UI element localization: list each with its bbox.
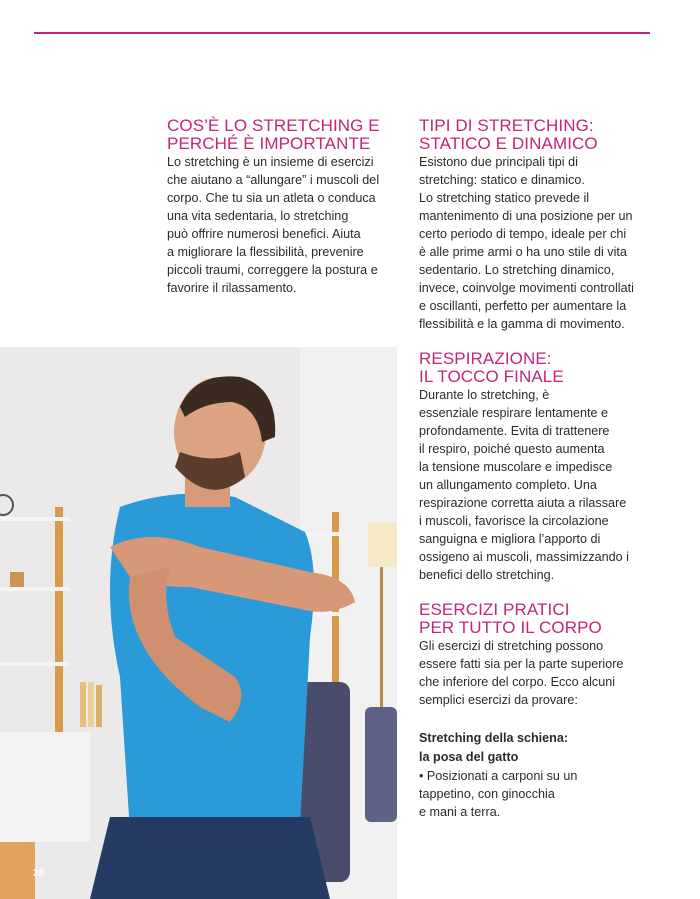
section-title: TIPI DI STRETCHING: STATICO E DINAMICO <box>419 116 598 153</box>
exercise-bullet: • Posizionati a carponi su un tappetino, con ginocchia e mani a terra. <box>419 769 578 819</box>
section-body: Lo stretching è un insieme di esercizi che aiutano a “allungare” i muscoli del corpo. Che tu sia un atleta o conduca una vita sedentaria, lo stretching può offrire numerosi benefici. Aiuta a migliorare la flessibilità, prevenire piccoli traumi, correggere la postura e favorire il rilassamento. <box>167 155 380 295</box>
section-types <box>419 117 659 333</box>
section-body: Gli esercizi di stretching possono essere fatti sia per la parte superiore che inferiore del corpo. Ecco alcuni semplici esercizi da provare: <box>419 639 624 707</box>
section-title: RESPIRAZIONE: IL TOCCO FINALE <box>419 349 564 386</box>
section-what-is-stretching <box>167 117 399 297</box>
section-title: ESERCIZI PRATICI PER TUTTO IL CORPO <box>419 600 602 637</box>
photo-illustration <box>0 347 397 899</box>
section-body: Durante lo stretching, è essenziale respirare lentamente e profondamente. Evita di trattenere il respiro, poiché questo aumenta la tensione muscolare e impedisce un allungamento completo. Una respirazione corretta aiuta a rilassare i muscoli, favorisce la circolazione sanguigna e migliora l’apporto di ossigeno ai muscoli, massimizzando i benefici dello stretching. <box>419 388 629 582</box>
page-number: 38 <box>33 868 45 879</box>
exercise-subheading: Stretching della schiena: la posa del gatto <box>419 731 569 764</box>
section-breathing <box>419 350 659 584</box>
section-exercises <box>419 601 659 821</box>
section-title: COS’È LO STRETCHING E PERCHÉ È IMPORTANTE <box>167 116 380 153</box>
section-body: Esistono due principali tipi di stretching: statico e dinamico. Lo stretching statico prevede il mantenimento di una posizione per un certo periodo di tempo, ideale per chi è alle prime armi o ha uno stile di vita sedentario. Lo stretching dinamico, invece, coinvolge movimenti controllati e oscillanti, perfetto per aumentare la flessibilità e la gamma di movimento. <box>419 155 634 331</box>
man-stretching-photo <box>0 347 397 899</box>
right-column <box>419 117 659 821</box>
top-rule <box>34 32 650 34</box>
